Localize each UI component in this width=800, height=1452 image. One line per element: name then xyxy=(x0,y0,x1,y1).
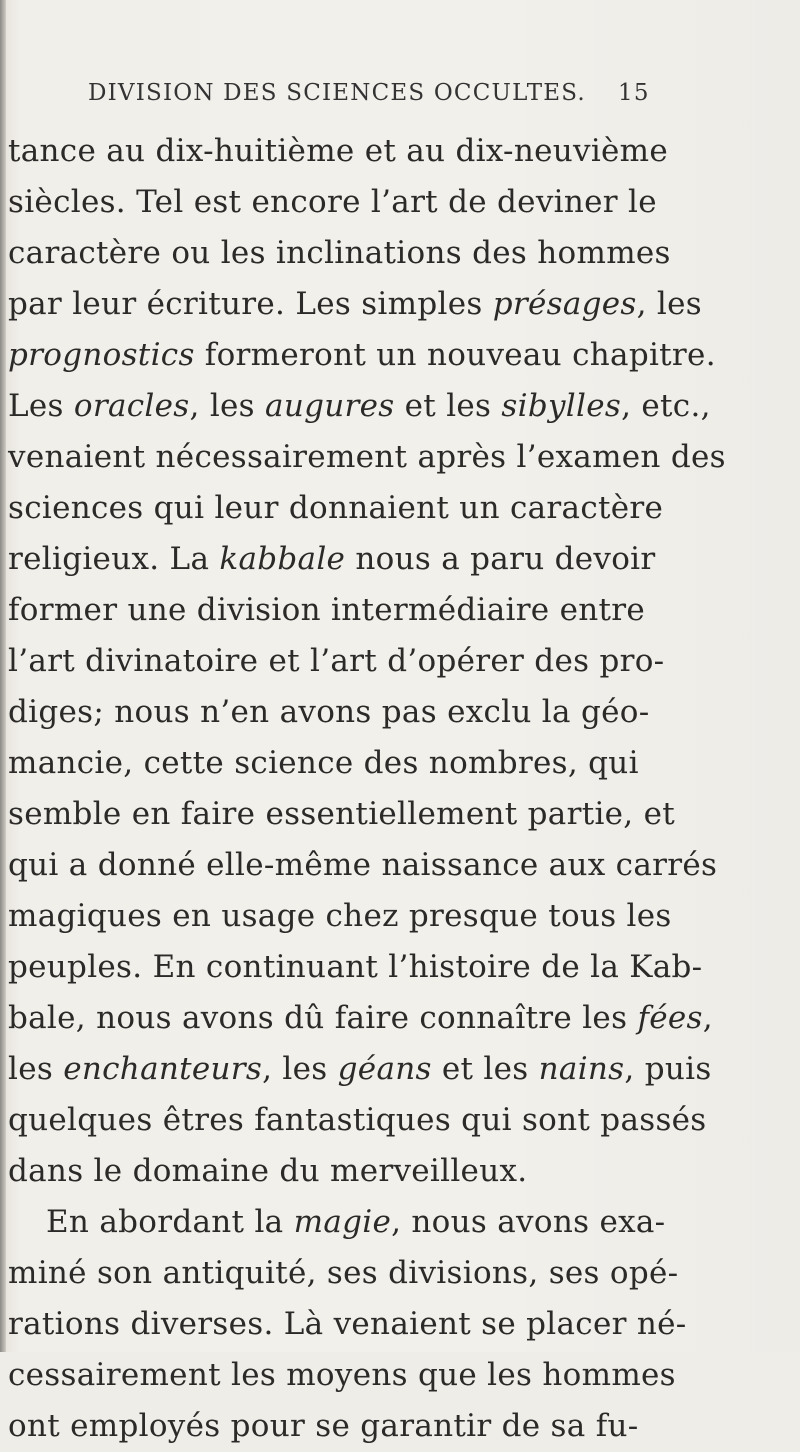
text-run: former une division intermédiaire entre xyxy=(8,592,646,628)
text-run: religieux. La xyxy=(8,541,220,577)
text-line xyxy=(8,687,798,738)
text-line xyxy=(8,126,798,177)
text-run: enchanteurs xyxy=(63,1051,263,1087)
text-run: présages xyxy=(492,286,637,322)
text-run: oracles xyxy=(73,388,190,424)
text-line xyxy=(8,1044,798,1095)
text-line xyxy=(8,993,798,1044)
text-line xyxy=(8,738,798,789)
text-line xyxy=(8,228,798,279)
text-run: venaient nécessairement après l’examen des xyxy=(8,439,726,475)
text-run: , xyxy=(702,1000,713,1036)
text-run: mancie, cette science des nombres, qui xyxy=(8,745,639,781)
text-run: kabbale xyxy=(219,541,346,577)
text-run: nous a paru devoir xyxy=(345,541,656,577)
text-run: , les xyxy=(189,388,266,424)
text-run: rations diverses. Là venaient se placer né- xyxy=(8,1306,687,1342)
text-run: par leur écriture. Les simples xyxy=(8,286,493,322)
text-line xyxy=(8,636,798,687)
text-run: siècles. Tel est encore l’art de deviner le xyxy=(8,184,657,220)
page-number: 15 xyxy=(618,80,650,106)
text-run: En abordant la xyxy=(46,1204,294,1240)
text-line xyxy=(8,840,798,891)
text-run: diges; nous n’en avons pas exclu la géo- xyxy=(8,694,650,730)
text-line xyxy=(8,534,798,585)
text-line xyxy=(8,789,798,840)
text-run: sciences qui leur donnaient un caractère xyxy=(8,490,664,526)
body-text xyxy=(8,126,798,1452)
text-line xyxy=(8,891,798,942)
text-run: et les xyxy=(394,388,502,424)
page-header xyxy=(88,80,668,116)
text-run: caractère ou les inclinations des hommes xyxy=(8,235,671,271)
text-run: tance au dix-huitième et au dix-neuvième xyxy=(8,133,669,169)
text-line xyxy=(8,432,798,483)
text-run: formeront un nouveau chapitre. xyxy=(194,337,716,373)
text-run: et les xyxy=(431,1051,539,1087)
text-run: , les xyxy=(262,1051,338,1087)
text-run: augures xyxy=(265,388,395,424)
text-run: peuples. En continuant l’histoire de la Kab- xyxy=(8,949,703,985)
text-line xyxy=(8,1095,798,1146)
text-line xyxy=(8,1248,798,1299)
text-line xyxy=(8,279,798,330)
text-run: géans xyxy=(337,1051,432,1087)
text-run: nains xyxy=(538,1051,625,1087)
text-run: magiques en usage chez presque tous les xyxy=(8,898,672,934)
text-run: sibylles xyxy=(501,388,622,424)
text-run: ont employés pour se garantir de sa fu- xyxy=(8,1408,639,1444)
text-line xyxy=(8,1401,798,1452)
text-run: , puis xyxy=(624,1051,712,1087)
running-title: DIVISION DES SCIENCES OCCULTES. xyxy=(88,80,586,106)
text-run: miné son antiquité, ses divisions, ses opé- xyxy=(8,1255,679,1291)
text-run: cessairement les moyens que les hommes xyxy=(8,1357,676,1393)
text-line xyxy=(8,177,798,228)
text-run: fées xyxy=(637,1000,703,1036)
text-run: semble en faire essentiellement partie, et xyxy=(8,796,676,832)
text-line xyxy=(8,1299,798,1350)
text-run: Les xyxy=(8,388,74,424)
text-run: prognostics xyxy=(8,337,195,373)
text-line xyxy=(8,330,798,381)
text-line xyxy=(8,942,798,993)
text-line xyxy=(8,483,798,534)
text-run: l’art divinatoire et l’art d’opérer des pro- xyxy=(8,643,665,679)
text-run: les xyxy=(8,1051,64,1087)
text-line xyxy=(8,1146,798,1197)
text-run: , etc., xyxy=(621,388,711,424)
text-run: quelques êtres fantastiques qui sont passés xyxy=(8,1102,707,1138)
text-line xyxy=(8,1197,798,1248)
page-gutter xyxy=(0,0,6,1352)
text-line xyxy=(8,585,798,636)
text-run: bale, nous avons dû faire connaître les xyxy=(8,1000,638,1036)
text-run: , nous avons exa- xyxy=(391,1204,666,1240)
text-run: qui a donné elle-même naissance aux carrés xyxy=(8,847,718,883)
text-line xyxy=(8,381,798,432)
text-run: magie xyxy=(293,1204,392,1240)
text-run: , les xyxy=(636,286,703,322)
text-run: dans le domaine du merveilleux. xyxy=(8,1153,528,1189)
text-line xyxy=(8,1350,798,1401)
